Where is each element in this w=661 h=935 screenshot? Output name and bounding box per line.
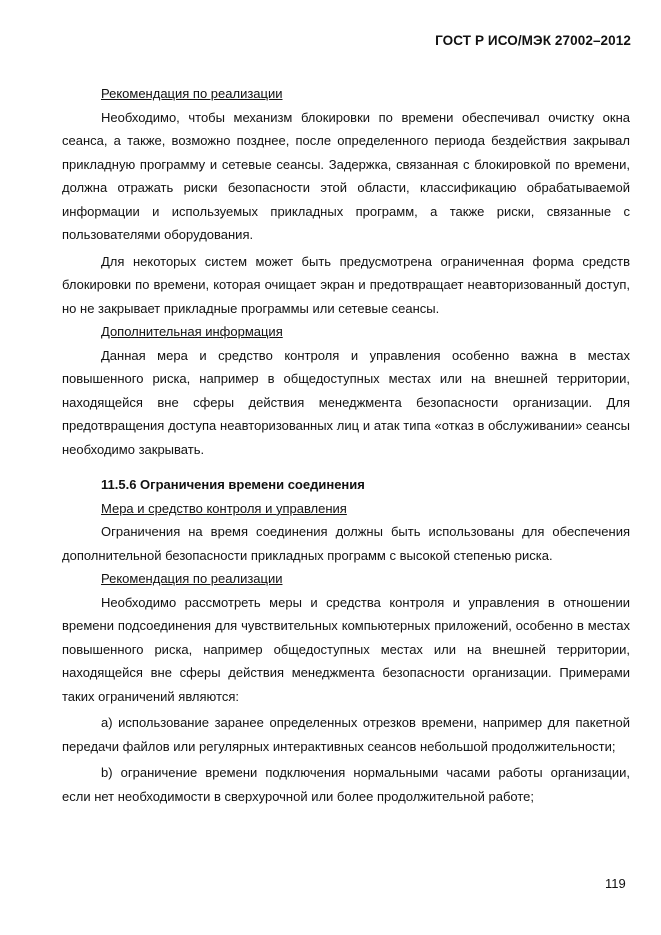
subheading-implementation: Рекомендация по реализации — [101, 571, 283, 586]
section-heading: 11.5.6 Ограничения времени соединения — [101, 477, 365, 492]
paragraph: Ограничения на время соединения должны быть использованы для обеспечения дополнительной безопасности прикладных программ с высокой степенью риска. — [62, 524, 630, 563]
document-header: ГОСТ Р ИСО/МЭК 27002–2012 — [435, 33, 631, 48]
list-item-b: b) ограничение времени подключения нормальными часами работы организации, если нет необходимости в сверхурочной или более продолжительной работе; — [62, 765, 630, 804]
paragraph: Для некоторых систем может быть предусмотрена ограниченная форма средств блокировки по времени, которая очищает экран и предотвращает неавторизованный доступ, но не закрывает прикладные программы или сетевые сеансы. — [62, 253, 630, 316]
subheading-control-measure: Мера и средство контроля и управления — [101, 500, 347, 516]
subheading-implementation: Рекомендация по реализации — [101, 86, 283, 101]
paragraph: Необходимо рассмотреть меры и средства контроля и управления в отношении времени подсоединения для чувствительных компьютерных приложений, особенно в местах повышенного риска, например общедоступных местах или на внешней территории, находящейся вне сферы действия менеджмента безопасности организации. Примерами таких ограничений являются: — [62, 594, 630, 704]
paragraph: Необходимо, чтобы механизм блокировки по времени обеспечивал очистку окна сеанса, а также, возможно позднее, после определенного периода бездействия закрывал прикладную программу и сетевые сеансы. Задержка, связанная с блокировкой по времени, должна отражать риски безопасности этой области, классификацию обрабатываемой информации и используемых прикладных программ, а также риски, связанные с пользователями оборудования. — [62, 109, 630, 242]
document-body — [62, 82, 630, 808]
list-item-a: a) использование заранее определенных отрезков времени, например для пакетной передачи файлов или регулярных интерактивных сеансов небольшой продолжительности; — [62, 715, 630, 754]
subheading-additional-info: Дополнительная информация — [101, 324, 283, 339]
paragraph: Данная мера и средство контроля и управления особенно важна в местах повышенного риска, например в общедоступных местах или на внешней территории, находящейся вне сферы действия менеджмента безопасности организации. Для предотвращения доступа неавторизованных лиц и атак типа «отказ в обслуживании» сеансы необходимо закрывать. — [62, 347, 630, 457]
page-number: 119 — [605, 876, 626, 891]
